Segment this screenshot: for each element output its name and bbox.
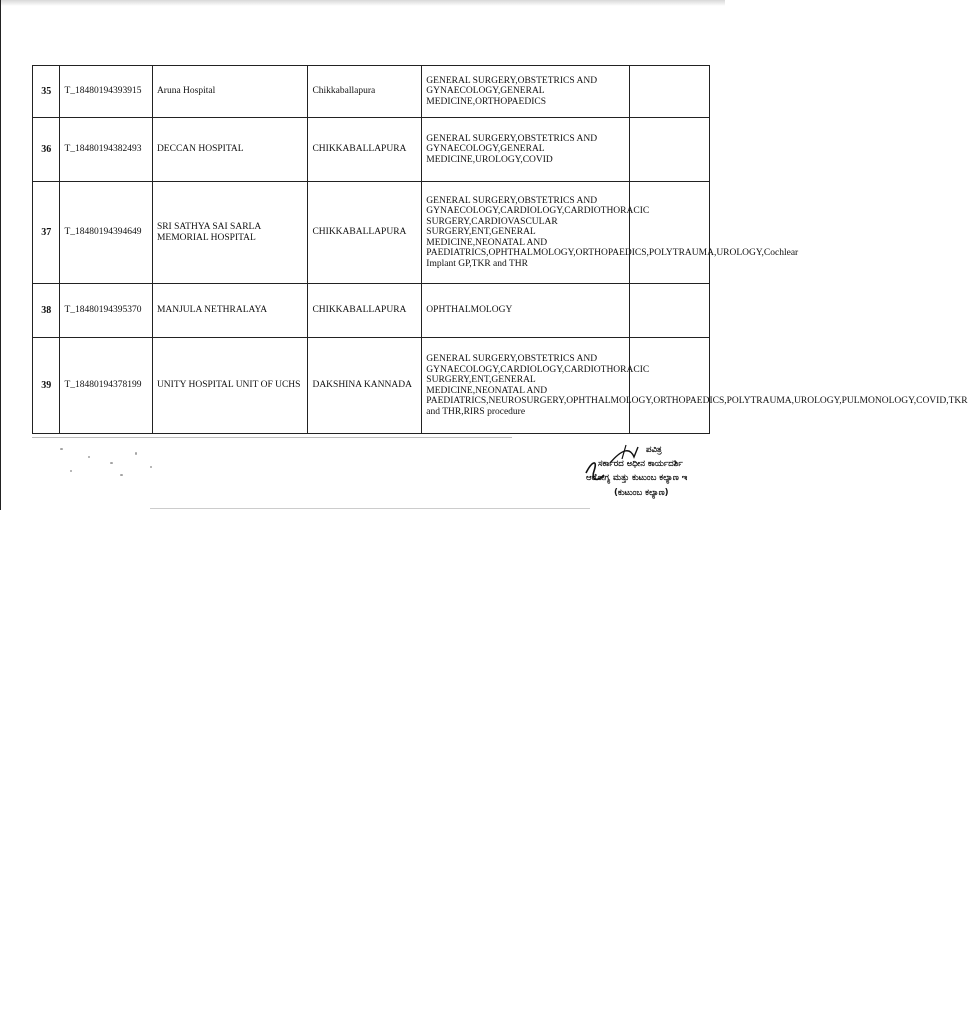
remarks-cell	[629, 118, 709, 182]
table-row	[33, 66, 710, 118]
district-cell: DAKSHINA KANNADA	[308, 338, 422, 434]
remarks-cell	[629, 66, 709, 118]
serial-number-cell: 36	[33, 118, 60, 182]
remarks-cell	[629, 338, 709, 434]
district-cell: Chikkaballapura	[308, 66, 422, 118]
specialities-cell: GENERAL SURGERY,OBSTETRICS AND GYNAECOLOGY,GENERAL MEDICINE,ORTHOPAEDICS	[422, 66, 629, 118]
hospital-name-cell: UNITY HOSPITAL UNIT OF UCHS	[152, 338, 308, 434]
signature-line-3: ಆರೋಗ್ಯ ಮತ್ತು ಕುಟುಂಬ ಕಲ್ಯಾಣ ಇ	[586, 473, 688, 483]
district-cell: CHIKKABALLAPURA	[308, 182, 422, 284]
scan-speck	[150, 466, 152, 468]
remarks-cell	[629, 182, 709, 284]
table-row	[33, 118, 710, 182]
specialities-cell: OPHTHALMOLOGY	[422, 284, 629, 338]
scan-fold-line	[150, 508, 590, 509]
hospital-name-cell: MANJULA NETHRALAYA	[152, 284, 308, 338]
district-cell: CHIKKABALLAPURA	[308, 118, 422, 182]
signature-line-1: ಪವಿತ್ರ	[646, 445, 662, 455]
signature-line-4: (ಕುಟುಂಬ ಕಲ್ಯಾಣ)	[614, 488, 669, 498]
table-row	[33, 338, 710, 434]
hospital-table	[32, 65, 968, 434]
hospital-name-cell: SRI SATHYA SAI SARLA MEMORIAL HOSPITAL	[152, 182, 308, 284]
signature-stamp	[582, 443, 722, 505]
district-cell: CHIKKABALLAPURA	[308, 284, 422, 338]
scan-speck	[60, 448, 63, 450]
serial-number-cell: 35	[33, 66, 60, 118]
specialities-cell: GENERAL SURGERY,OBSTETRICS AND GYNAECOLOGY,CARDIOLOGY,CARDIOTHORACIC SURGERY,ENT,GENERAL MEDICINE,NEONATAL AND PAEDIATRICS,NEUROSURGERY,OPHTHALMOLOGY,ORTHOPAEDICS,POLYTRAUMA,UROLOGY,PULMONOLOGY,COVID,TKR and THR,RIRS procedure	[422, 338, 629, 434]
remarks-cell	[629, 284, 709, 338]
hospital-id-cell: T_18480194382493	[60, 118, 153, 182]
table-bottom-shadow	[32, 437, 512, 438]
specialities-cell: GENERAL SURGERY,OBSTETRICS AND GYNAECOLOGY,CARDIOLOGY,CARDIOTHORACIC SURGERY,CARDIOVASCULAR SURGERY,ENT,GENERAL MEDICINE,NEONATAL AND PAEDIATRICS,OPHTHALMOLOGY,ORTHOPAEDICS,POLYTRAUMA,UROLOGY,Cochlear Implant GP,TKR and THR	[422, 182, 629, 284]
hospital-id-cell: T_18480194394649	[60, 182, 153, 284]
signature-line-2: ಸರ್ಕಾರದ ಅಧೀನ ಕಾರ್ಯದರ್ಶಿ	[598, 459, 683, 469]
hospital-name-cell: DECCAN HOSPITAL	[152, 118, 308, 182]
scan-edge-shadow	[0, 0, 725, 6]
scan-speck	[120, 474, 123, 476]
table-row	[33, 284, 710, 338]
scan-speck	[70, 470, 72, 472]
hospital-id-cell: T_18480194395370	[60, 284, 153, 338]
serial-number-cell: 38	[33, 284, 60, 338]
hospital-id-cell: T_18480194378199	[60, 338, 153, 434]
serial-number-cell: 39	[33, 338, 60, 434]
specialities-cell: GENERAL SURGERY,OBSTETRICS AND GYNAECOLOGY,GENERAL MEDICINE,UROLOGY,COVID	[422, 118, 629, 182]
hospital-id-cell: T_18480194393915	[60, 66, 153, 118]
scan-speck	[88, 456, 90, 458]
scan-speck	[110, 462, 113, 464]
serial-number-cell: 37	[33, 182, 60, 284]
scan-speck	[135, 452, 137, 455]
table-row	[33, 182, 710, 284]
hospital-name-cell: Aruna Hospital	[152, 66, 308, 118]
scan-left-edge	[0, 0, 1, 510]
